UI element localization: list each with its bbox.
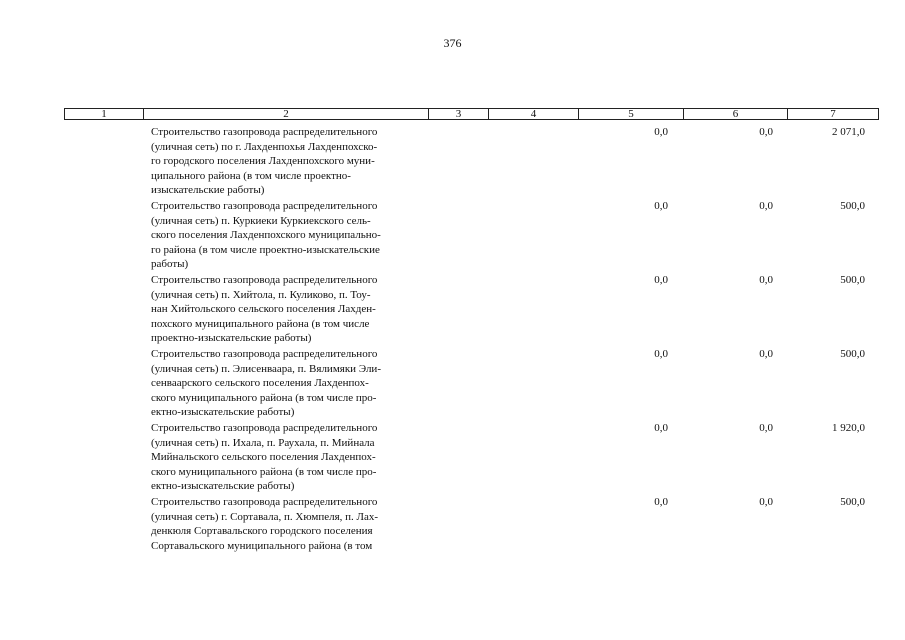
cell-col-5: 0,0 bbox=[654, 496, 668, 508]
row-description bbox=[151, 495, 431, 553]
cell-col-7: 500,0 bbox=[840, 274, 865, 286]
description-line: Строительство газопровода распределительного bbox=[151, 126, 378, 138]
header-col-6: 6 bbox=[684, 109, 788, 119]
description-line: денкюля Сортавальского городского поселения bbox=[151, 525, 373, 538]
description-line: сенваарского сельского поселения Лахденпох- bbox=[151, 377, 369, 390]
description-line: ектно-изыскательские работы) bbox=[151, 480, 295, 493]
cell-col-6: 0,0 bbox=[759, 348, 773, 360]
row-description bbox=[151, 421, 431, 494]
description-line: ского муниципального района (в том числе про- bbox=[151, 465, 377, 478]
header-col-1: 1 bbox=[65, 109, 144, 119]
description-line: нан Хийтольского сельского поселения Лахден- bbox=[151, 303, 376, 316]
description-line: Строительство газопровода распределительного bbox=[151, 422, 378, 434]
header-col-5: 5 bbox=[579, 109, 684, 119]
description-line: Строительство газопровода распределительного bbox=[151, 496, 378, 508]
row-description bbox=[151, 199, 431, 272]
cell-col-6: 0,0 bbox=[759, 496, 773, 508]
description-line: го района (в том числе проектно-изыскательские bbox=[151, 243, 380, 256]
description-line: (уличная сеть) г. Сортавала, п. Хюмпеля, п. Лах- bbox=[151, 510, 379, 523]
description-line: проектно-изыскательские работы) bbox=[151, 332, 312, 345]
cell-col-7: 1 920,0 bbox=[832, 422, 865, 434]
cell-col-6: 0,0 bbox=[759, 422, 773, 434]
cell-col-5: 0,0 bbox=[654, 422, 668, 434]
cell-col-5: 0,0 bbox=[654, 348, 668, 360]
description-line: работы) bbox=[151, 258, 189, 271]
row-description bbox=[151, 347, 431, 420]
cell-col-5: 0,0 bbox=[654, 126, 668, 138]
cell-col-6: 0,0 bbox=[759, 126, 773, 138]
description-line: похского муниципального района (в том числе bbox=[151, 317, 370, 330]
description-line: Строительство газопровода распределительного bbox=[151, 348, 378, 360]
header-col-4: 4 bbox=[489, 109, 579, 119]
cell-col-7: 500,0 bbox=[840, 200, 865, 212]
header-col-7: 7 bbox=[830, 108, 836, 120]
description-line: Сортавальского муниципального района (в том bbox=[151, 539, 373, 552]
description-line: Строительство газопровода распределительного bbox=[151, 200, 378, 212]
description-line: (уличная сеть) п. Элисенваара, п. Вялимяки Эли- bbox=[151, 362, 381, 375]
header-col-3: 3 bbox=[429, 109, 489, 119]
cell-col-7: 500,0 bbox=[840, 348, 865, 360]
cell-col-7: 500,0 bbox=[840, 496, 865, 508]
description-line: Строительство газопровода распределительного bbox=[151, 274, 378, 286]
description-line: (уличная сеть) п. Хийтола, п. Куликово, п. Тоу- bbox=[151, 288, 371, 301]
cell-col-7: 2 071,0 bbox=[832, 126, 865, 138]
cell-col-5: 0,0 bbox=[654, 274, 668, 286]
row-description bbox=[151, 273, 431, 346]
description-line: (уличная сеть) п. Ихала, п. Раухала, п. Мийнала bbox=[151, 436, 375, 449]
description-line: изыскательские работы) bbox=[151, 184, 265, 197]
cell-col-5: 0,0 bbox=[654, 200, 668, 212]
page-number: 376 bbox=[443, 36, 462, 50]
row-description bbox=[151, 125, 431, 198]
description-line: го городского поселения Лахденпохского муни- bbox=[151, 155, 375, 168]
cell-col-6: 0,0 bbox=[759, 200, 773, 212]
description-line: (уличная сеть) п. Куркиеки Куркиекского сель- bbox=[151, 214, 371, 227]
header-col-2: 2 bbox=[144, 109, 429, 119]
table-header-row bbox=[64, 108, 879, 120]
description-line: ципального района (в том числе проектно- bbox=[151, 169, 351, 182]
description-line: ского поселения Лахденпохского муниципально- bbox=[151, 229, 381, 242]
cell-col-6: 0,0 bbox=[759, 274, 773, 286]
description-line: ектно-изыскательские работы) bbox=[151, 406, 295, 419]
description-line: (уличная сеть) по г. Лахденпохья Лахденпохско- bbox=[151, 140, 378, 153]
description-line: ского муниципального района (в том числе про- bbox=[151, 391, 377, 404]
description-line: Мийнальского сельского поселения Лахденпох- bbox=[151, 451, 376, 464]
